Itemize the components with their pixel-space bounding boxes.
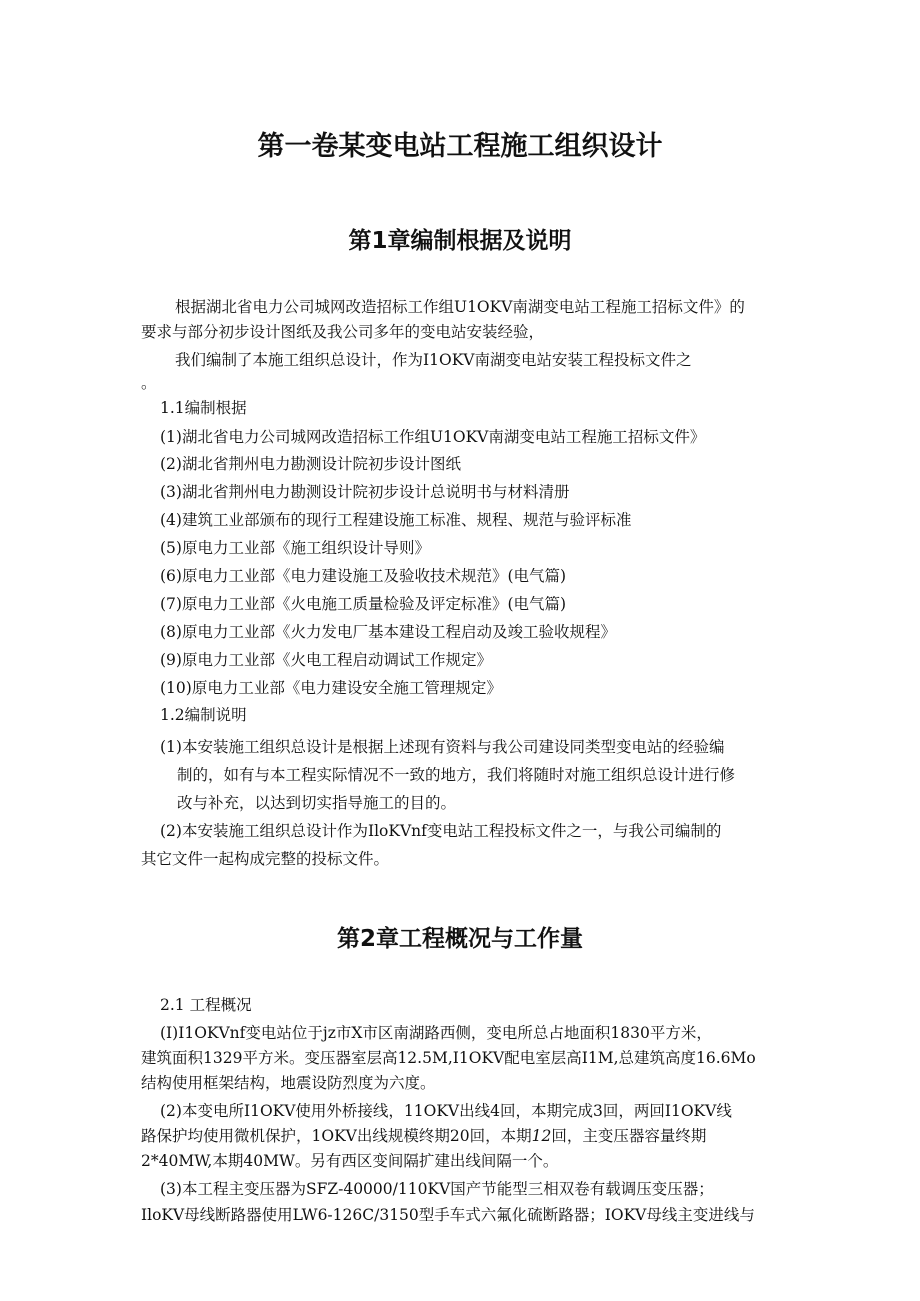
paragraph-line: 我们编制了本施工组织总设计，作为I1OKV南湖变电站安装工程投标文件之 bbox=[175, 351, 692, 369]
paragraph-line: 根据湖北省电力公司城网改造招标工作组U1OKV南湖变电站工程施工招标文件》的 bbox=[175, 298, 745, 316]
paragraph-line: 制的，如有与本工程实际情况不一致的地方，我们将随时对施工组织总设计进行修 bbox=[177, 766, 736, 784]
chapter-2-heading: 第2章工程概况与工作量 bbox=[336, 926, 583, 952]
list-item: (8)原电力工业部《火力发电厂基本建设工程启动及竣工验收规程》 bbox=[160, 623, 616, 641]
paragraph-line: (1)本安装施工组织总设计是根据上述现有资料与我公司建设同类型变电站的经验编 bbox=[160, 738, 725, 756]
list-item: (9)原电力工业部《火电工程启动调试工作规定》 bbox=[160, 651, 492, 669]
italic-number: 12 bbox=[531, 1127, 552, 1145]
paragraph-line: 改与补充，以达到切实指导施工的目的。 bbox=[177, 794, 457, 812]
list-item: (5)原电力工业部《施工组织设计导则》 bbox=[160, 539, 430, 557]
text-run: 路保护均使用微机保护，1OKV出线规模终期20回，本期 bbox=[141, 1127, 532, 1145]
chapter-1-heading: 第1章编制根据及说明 bbox=[348, 228, 572, 254]
paragraph-line bbox=[141, 1126, 706, 1146]
paragraph-line: 其它文件一起构成完整的投标文件。 bbox=[141, 850, 390, 868]
list-item: (1)湖北省电力公司城网改造招标工作组U1OKV南湖变电站工程施工招标文件》 bbox=[160, 428, 706, 446]
document-title: 第一卷某变电站工程施工组织设计 bbox=[257, 131, 663, 162]
paragraph-line: 结构使用框架结构，地震设防烈度为六度。 bbox=[141, 1074, 436, 1092]
paragraph-line: (3)本工程主变压器为SFZ-40000/110KV国产节能型三相双卷有载调压变压器； bbox=[160, 1180, 714, 1198]
list-item: (10)原电力工业部《电力建设安全施工管理规定》 bbox=[160, 679, 502, 697]
list-item: (6)原电力工业部《电力建设施工及验收技术规范》(电气篇) bbox=[160, 567, 567, 585]
section-heading: 1.1编制根据 bbox=[160, 399, 247, 417]
paragraph-line: 2*40MW,本期40MW。另有西区变间隔扩建出线间隔一个。 bbox=[141, 1152, 559, 1170]
section-heading: 2.1 工程概况 bbox=[160, 996, 252, 1014]
paragraph-line: 。 bbox=[141, 374, 157, 392]
text-run: 回，主变压器容量终期 bbox=[551, 1127, 707, 1145]
list-item: (3)湖北省荆州电力勘测设计院初步设计总说明书与材料清册 bbox=[160, 483, 570, 501]
paragraph-line: (2)本安装施工组织总设计作为IloKVnf变电站工程投标文件之一，与我公司编制的 bbox=[160, 822, 722, 840]
paragraph-line: 要求与部分初步设计图纸及我公司多年的变电站安装经验， bbox=[141, 323, 545, 341]
list-item: (4)建筑工业部颁布的现行工程建设施工标准、规程、规范与验评标准 bbox=[160, 511, 632, 529]
paragraph-line: (I)I1OKVnf变电站位于jz市X市区南湖路西侧，变电所总占地面积1830平方米， bbox=[160, 1024, 712, 1042]
paragraph-line: (2)本变电所I1OKV使用外桥接线，11OKV出线4回，本期完成3回，两回I1OKV线 bbox=[160, 1102, 732, 1120]
paragraph-line: 建筑面积1329平方米。变压器室层高12.5M,I1OKV配电室层高I1M,总建筑高度16.6Mo bbox=[141, 1049, 756, 1067]
paragraph-line: IloKV母线断路器使用LW6-126C/3150型手车式六氟化硫断路器；IOKV母线主变进线与 bbox=[141, 1206, 755, 1224]
list-item: (7)原电力工业部《火电施工质量检验及评定标准》(电气篇) bbox=[160, 595, 567, 613]
section-heading: 1.2编制说明 bbox=[160, 706, 247, 724]
list-item: (2)湖北省荆州电力勘测设计院初步设计图纸 bbox=[160, 455, 461, 473]
